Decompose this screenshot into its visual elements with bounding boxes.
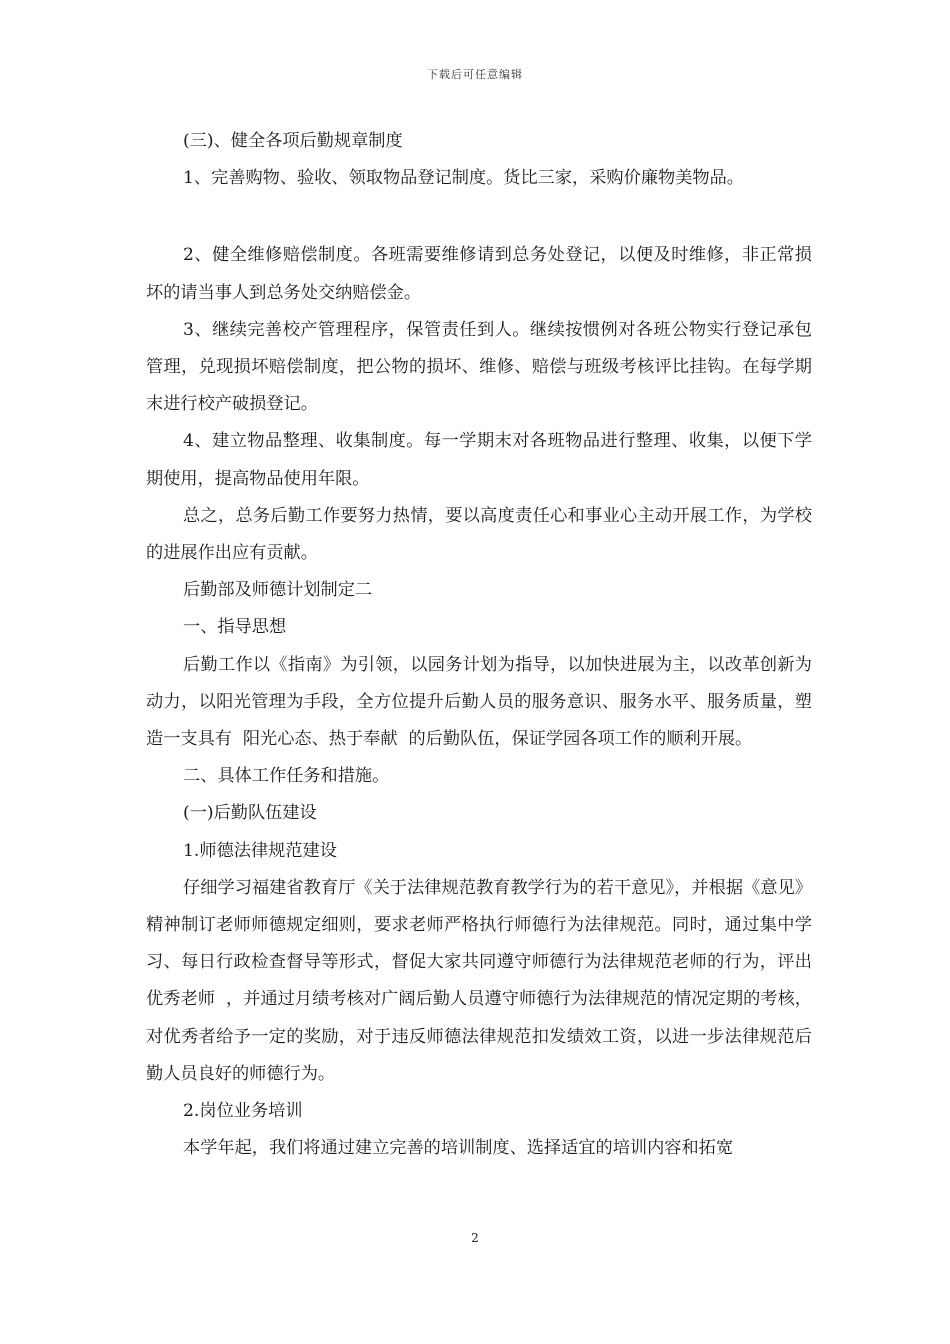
subsection-heading-team: (一)后勤队伍建设	[183, 803, 317, 824]
subsection-heading-training: 2.岗位业务培训	[183, 1101, 303, 1122]
paragraph-ethics: 仔细学习福建省教育厅《关于法律规范教育教学行为的若干意见》，并根据《意见》精神制订老师师德规定细则，要求老师严格执行师德行为法律规范。同时，通过集中学习、每日行政检查督导等形式，督促大家共同遵守师德行为法律规范老师的行为，评出 优秀老师 ，并通过月绩考核对广阔后勤人员遵守师德行为法律规范的情况定期的考核，对优秀者给予一定的奖励，对于违反师德法律规范扣发绩效工资，以进一步法律规范后勤人员良好的师德行为。	[146, 877, 823, 1084]
page-number: 2	[471, 1231, 479, 1245]
paragraph-training: 本学年起，我们将通过建立完善的培训制度、选择适宜的培训内容和拓宽	[183, 1138, 734, 1159]
section-heading-regulations: (三)、健全各项后勤规章制度	[183, 131, 403, 151]
section-heading-tasks: 二、具体工作任务和措施。	[183, 766, 390, 787]
paragraph-summary: 总之，总务后勤工作要努力热情，要以高度责任心和事业心主动开展工作，为学校的进展作出应有贡献。	[146, 505, 812, 564]
paragraph-item-3: 3、继续完善校产管理程序，保管责任到人。继续按惯例对各班公物实行登记承包管理，兑现损坏赔偿制度，把公物的损坏、维修、赔偿与班级考核评比挂钩。在每学期末进行校产破损登记。	[146, 319, 812, 415]
paragraph-item-2: 2、健全维修赔偿制度。各班需要维修请到总务处登记，以便及时维修，非正常损坏的请当事人到总务处交纳赔偿金。	[146, 245, 812, 303]
section-heading-guiding-thought: 一、指导思想	[183, 617, 287, 638]
paragraph-item-4: 4、建立物品整理、收集制度。每一学期末对各班物品进行整理、收集，以便下学期使用，提高物品使用年限。	[146, 431, 812, 489]
section-title-plan-two: 后勤部及师德计划制定二	[183, 580, 373, 601]
paragraph-guiding-thought: 后勤工作以《指南》为引领，以园务计划为指导，以加快进展为主，以改革创新为动力，以阳光管理为手段，全方位提升后勤人员的服务意识、服务水平、服务质量，塑造一支具有 阳光心态、热于奉献 的后勤队伍，保证学园各项工作的顺利开展。	[146, 654, 812, 750]
subsection-heading-ethics: 1.师德法律规范建设	[183, 840, 337, 861]
document-body	[146, 123, 823, 1167]
paragraph-item-1: 1、完善购物、验收、领取物品登记制度。货比三家，采购价廉物美物品。	[183, 168, 744, 189]
page-header-note: 下载后可任意编辑	[427, 68, 523, 81]
